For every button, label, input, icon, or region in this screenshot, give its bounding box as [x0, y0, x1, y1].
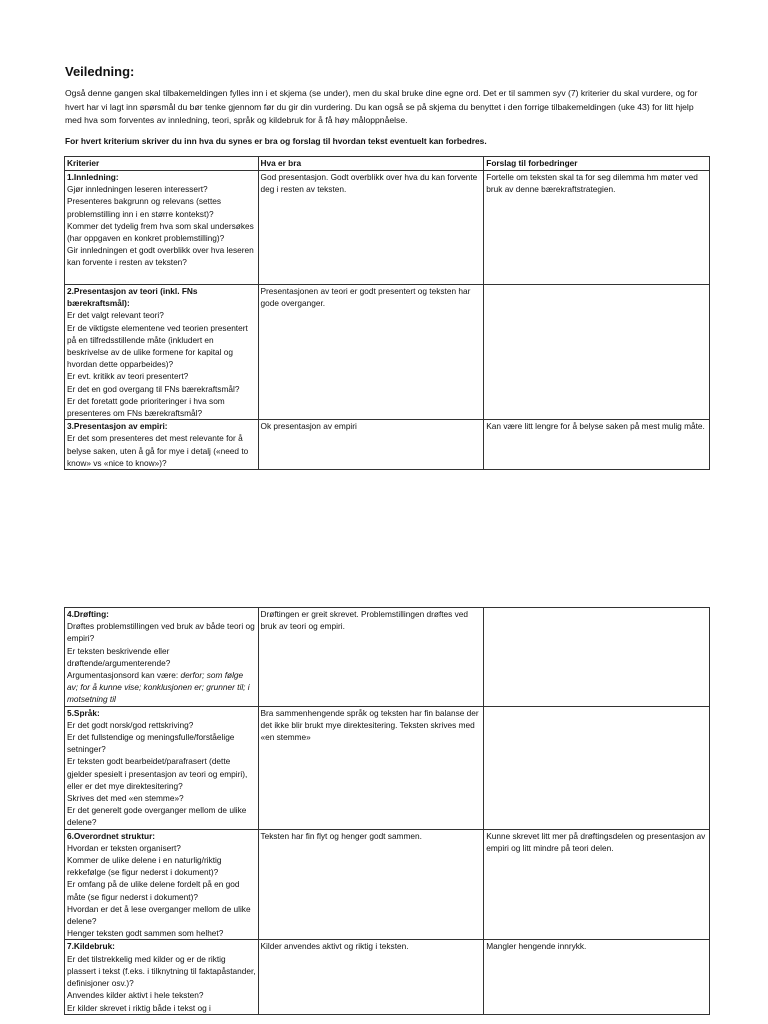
- criterion-cell: [65, 706, 259, 829]
- criterion-question: Hvordan er det å lese overganger mellom de ulike delene?: [67, 903, 251, 927]
- criterion-question: Er det godt norsk/god rettskriving?: [67, 719, 194, 730]
- connectives-line: [67, 669, 257, 706]
- good-cell[interactable]: Presentasjonen av teori er godt presentert og teksten har gode overganger.: [258, 285, 484, 420]
- criterion-question: Er de viktigste elementene ved teorien presentert på en tilfredsstillende måte (inkludert en beskrivelse av de ulike formene for kapital og hvordan dette opparbeides)?: [67, 322, 248, 370]
- good-cell[interactable]: Bra sammenhengende språk og teksten har fin balanse der det ikke blir brukt mye direktesitering. Teksten skrives med «en stemme»: [258, 706, 484, 829]
- criterion-question: Er det foretatt gode prioriteringer i hva som presenteres om FNs bærekraftsmål?: [67, 395, 225, 419]
- intro-paragraph: Også denne gangen skal tilbakemeldingen fylles inn i et skjema (se under), men du skal bruke dine egne ord. Det er til sammen syv (7) kriterier du skal vurdere, og for hvert har vi lagt inn spørsmål du bør tenke gjennom før du gir din vurdering. Du kan også se på skjema du benyttet i den forrige tilbakemeldingen (uke 43) for litt hjelp med hva som forventes av innledning, teori, språk og kildebruk for å få høy måloppnåelse.: [65, 88, 698, 125]
- table-row: [65, 285, 710, 420]
- page-title: Veiledning:: [65, 64, 135, 79]
- criterion-title: 2.Presentasjon av teori (inkl. FNs bærekraftsmål):: [67, 286, 198, 309]
- criterion-question: Presenteres bakgrunn og relevans (settes problemstilling inn i en større kontekst)?: [67, 196, 222, 219]
- table-header-row: [65, 157, 710, 171]
- criterion-question: Er teksten godt bearbeidet/parafrasert (dette gjelder spesielt i presentasjon av teori og empiri), eller er det mye direktesitering?: [67, 756, 248, 791]
- criterion-title: 1.Innledning:: [67, 172, 119, 182]
- criterion-title: 4.Drøfting:: [67, 609, 109, 619]
- improve-cell[interactable]: [484, 706, 710, 829]
- table-row: [65, 420, 710, 470]
- good-cell[interactable]: God presentasjon. Godt overblikk over hva du kan forvente deg i resten av teksten.: [258, 171, 484, 285]
- good-cell[interactable]: Ok presentasjon av empiri: [258, 420, 484, 470]
- criterion-question: Er det valgt relevant teori?: [67, 310, 164, 321]
- criterion-question: Kommer de ulike delene i en naturlig/riktig rekkefølge (se figur nederst i dokument)?: [67, 855, 222, 878]
- criterion-cell: [65, 285, 259, 420]
- improve-cell[interactable]: [484, 285, 710, 420]
- criterion-cell: [65, 829, 259, 940]
- criterion-question: Skrives det med «en stemme»?: [67, 793, 184, 804]
- good-cell[interactable]: Teksten har fin flyt og henger godt sammen.: [258, 829, 484, 940]
- improve-cell[interactable]: Fortelle om teksten skal ta for seg dilemma hm møter ved bruk av denne bærekraftstrategien.: [484, 171, 710, 285]
- criterion-question: Gir innledningen et godt overblikk over hva leseren kan forvente i resten av teksten?: [67, 245, 254, 268]
- table-row: [65, 706, 710, 829]
- criterion-question: Gjør innledningen leseren interessert?: [67, 184, 208, 195]
- improve-cell[interactable]: Mangler hengende innrykk.: [484, 940, 710, 1014]
- header-good: Hva er bra: [258, 157, 484, 171]
- criteria-table-part-2: [64, 607, 710, 1015]
- criterion-title: 6.Overordnet struktur:: [67, 830, 156, 841]
- criterion-question: Er omfang på de ulike delene fordelt på en god måte (se figur nederst i dokument)?: [67, 879, 240, 902]
- header-criteria: Kriterier: [65, 157, 259, 171]
- criterion-question: Er teksten beskrivende eller drøftende/argumenterende?: [67, 645, 171, 668]
- table-row: [65, 940, 710, 1014]
- table-row: [65, 608, 710, 707]
- criterion-question: Anvendes kilder aktivt i hele teksten?: [67, 990, 204, 1001]
- criterion-cell: [65, 171, 259, 285]
- table-row: [65, 829, 710, 940]
- criterion-title: 5.Språk:: [67, 707, 100, 718]
- criterion-question: Er det generelt gode overganger mellom de ulike delene?: [67, 805, 247, 828]
- instruction-paragraph: For hvert kriterium skriver du inn hva du synes er bra og forslag til hvordan tekst eventuelt kan forbedres.: [65, 136, 487, 146]
- improve-cell[interactable]: Kan være litt lengre for å belyse saken på mest mulig måte.: [484, 420, 710, 470]
- criterion-question: Henger teksten godt sammen som helhet?: [67, 928, 224, 939]
- good-cell[interactable]: Kilder anvendes aktivt og riktig i teksten.: [258, 940, 484, 1014]
- criterion-title: 7.Kildebruk:: [67, 941, 115, 952]
- criterion-cell: [65, 940, 259, 1014]
- criterion-question: Er det som presenteres det mest relevante for å belyse saken, uten å gå for mye i detalj («need to know» vs «nice to know»)?: [67, 433, 249, 468]
- connectives-label: Argumentasjonsord kan være:: [67, 670, 181, 681]
- criterion-title: 3.Presentasjon av empiri:: [67, 421, 168, 432]
- criterion-question: Hvordan er teksten organisert?: [67, 842, 181, 853]
- criterion-question: Er det tilstrekkelig med kilder og er de riktig plassert i tekst (f.eks. i tilknytning til faktapåstander, definisjoner osv.)?: [67, 953, 256, 989]
- criterion-question: Er det en god overgang til FNs bærekraftsmål?: [67, 383, 240, 394]
- improve-cell[interactable]: Kunne skrevet litt mer på drøftingsdelen og presentasjon av empiri og litt mindre på teori delen.: [484, 829, 710, 940]
- criterion-question: Er evt. kritikk av teori presentert?: [67, 371, 189, 382]
- criterion-cell: [65, 420, 259, 470]
- connectives-list: derfor; som følge av; for å kunne vise; konklusjonen er; grunner til; i motsetning til: [67, 670, 250, 705]
- criterion-question: Er kilder skrevet i riktig både i tekst og i: [67, 1002, 211, 1013]
- header-improve: Forslag til forbedringer: [484, 157, 710, 171]
- improve-cell[interactable]: [484, 608, 710, 707]
- criterion-cell: [65, 608, 259, 707]
- table-row: [65, 171, 710, 285]
- good-cell[interactable]: Drøftingen er greit skrevet. Problemstillingen drøftes ved bruk av teori og empiri.: [258, 608, 484, 707]
- criterion-question: Er det fullstendige og meningsfulle/forståelige setninger?: [67, 732, 235, 755]
- criteria-table-part-1: [64, 156, 710, 470]
- criterion-question: Drøftes problemstillingen ved bruk av både teori og empiri?: [67, 621, 255, 644]
- criterion-question: Kommer det tydelig frem hva som skal undersøkes (har oppgaven en konkret problemstilling)?: [67, 220, 254, 244]
